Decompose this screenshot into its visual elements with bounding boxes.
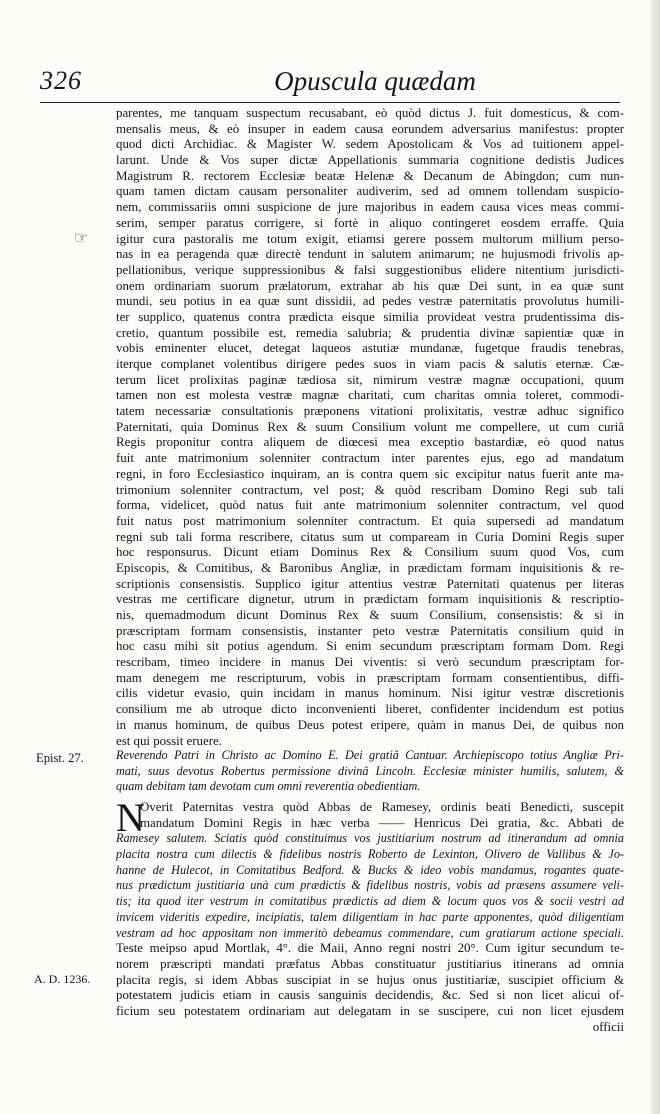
address-line: quam debitam tam devotam cum omni reverentia obedientiam. bbox=[116, 779, 421, 794]
text-line: mam denegem me rescripturum, vobis in præscriptam formam consentientibus, diffi- bbox=[116, 670, 624, 685]
page-header bbox=[40, 66, 620, 102]
letter-text bbox=[116, 795, 624, 1035]
text-line: parentes, me tanquam suspectum recusabant, eò quòd dictus J. fuit domesticus, & com- bbox=[116, 106, 624, 120]
text-line: rescribam, timeo incidere in manus Dei viventis: si verò secundum præscriptam for- bbox=[116, 655, 624, 670]
text-line: larunt. Unde & Vos super dictæ Appellationis summaria cognitione dedistis Judices bbox=[116, 153, 624, 168]
text-line: fuit natus post matrimonium solenniter contractum. Et quia supersedi ad mandatum bbox=[116, 513, 624, 528]
text-line: cretio, quantum possibile est, remedia salubria; & prudentia divinæ sapientiæ quæ in bbox=[116, 325, 624, 340]
text-line: quod dicti Archidiac. & Magister W. sedem Apostolicam & Vos ad tuitionem appel- bbox=[116, 137, 624, 152]
text-line: pellationibus, verique suppressionibus & falsi suggestionibus elidere nitentium jurisdicti- bbox=[116, 262, 624, 277]
letter-address bbox=[116, 748, 624, 795]
text-line: nus prædictum justitiaria unà cum prædictis & fidelibus nostris, vobis ad præsens assumere veli- bbox=[116, 878, 624, 893]
text-line: Regis proponitur contra aliquem de diœcesi mea exceptio bastardiæ, eò quod natus bbox=[116, 435, 624, 450]
text-line: Episcopis, & Comitibus, & Baronibus Angliæ, in prædictam formam inquisitionis & re- bbox=[116, 560, 624, 575]
text-line: regni sub tali forma rescribere, citatus sum ut compaream in Curia Domini Regis super bbox=[116, 529, 624, 544]
text-line: forma, videlicet, quòd natus fuit ante matrimonium solenniter contractum, vel quod bbox=[116, 498, 624, 513]
text-line: nis, quemadmodum dicunt Dominus Rex & suum Consilium, consensistis: & si in bbox=[116, 608, 624, 622]
text-line: Teste meipso apud Mortlak, 4°. die Maii, Anno regni nostri 20°. Cum igitur secundum te- bbox=[116, 941, 624, 956]
text-line: ficium seu potestatem ordinariam aut delegatam in se suscipere, cui non licet ejusdem bbox=[116, 1003, 624, 1018]
text-line: quam tamen dictam causam personaliter audiverim, sed ad omnem tollendam suspicio- bbox=[116, 184, 624, 199]
text-line: terum licet prolixitas paginæ tædiosa sit, nimirum vestræ magnæ occupationi, quum bbox=[116, 372, 624, 387]
text-line: onem ordinariam suorum prælatorum, extrahar ab his quæ Dei sunt, in ea quæ sunt bbox=[116, 278, 624, 293]
text-line: tis; ita quod iter vestrum in comitatibus prædictis ad diem & locum quos vos & socii vestri ad bbox=[116, 894, 624, 909]
text-line: præscriptam formam consensistis, instanter peto vestræ Paternitatis consilium quid in bbox=[116, 623, 624, 638]
text-line: est qui possit eruere. bbox=[116, 733, 222, 748]
text-line: mundi, seu potius in ea quæ sunt dissidii, ad pedes vestræ paternitatis provolutus humili- bbox=[116, 294, 624, 309]
text-line: trimonium solenniter contractum, vel post; & quòd rescribam Domino Regi sub tali bbox=[116, 482, 624, 497]
text-line: tamen non est molesta vestræ magnæ charitati, cum charitas omnia toleret, commodi- bbox=[116, 388, 624, 403]
text-line: Overit Paternitas vestra quòd Abbas de Ramesey, ordinis beati Benedicti, suscepit bbox=[140, 800, 624, 814]
text-line: serim, semper paratus corrigere, si fortè in aliquo contingeret eosdem erraffe. Quia bbox=[116, 215, 624, 230]
address-line: mati, suus devotus Robertus permissione divinâ Lincoln. Ecclesiæ minister humilis, salutem, & bbox=[116, 763, 624, 778]
text-line: scriptionis consensistis. Supplico igitur attentius vestræ Paternitati quatenus per literas bbox=[116, 576, 624, 591]
text-line: hanne de Hulecot, in Comitatibus Bedford. & Bucks & ideo vobis mandamus, rogantes quate- bbox=[116, 862, 624, 877]
text-line: norem præscripti mandati præfatus Abbas constituatur justitiarius itinerans ad omnia bbox=[116, 956, 624, 971]
text-line: vestram ad hoc appositam non immeritò debeamus commendare, cum gratiarum actione speciali. bbox=[116, 925, 624, 940]
drop-cap: N bbox=[116, 795, 145, 840]
address-line: Reverendo Patri in Christo ac Domino E. Dei gratiâ Cantuar. Archiepiscopo totius Angliæ Pri- bbox=[116, 748, 624, 762]
text-line: iterque complanet volentibus dirigere pedes suos in viam pacis & salutis eternæ. Cæ- bbox=[116, 357, 624, 371]
text-line: consilium me ab utroque dicto inconvenienti liberet, confidenter incidendum est potius bbox=[116, 702, 624, 717]
page-edge bbox=[650, 0, 660, 1114]
text-line: Ramesey salutem. Sciatis quòd constituimus vos justitiarium nostrum ad itinerandum ad omnia bbox=[116, 831, 624, 846]
text-line: cilis videtur evasio, quin incidam in manus hominum. Nisi igitur vestræ discretionis bbox=[116, 686, 624, 701]
text-line: Paternitati, quia Dominus Rex & suum Consilium volunt me compellere, ut cum curiâ bbox=[116, 419, 624, 434]
text-line: placita regis, si idem Abbas suscipiat in se hujus onus justitiariæ, suscipiet officium & bbox=[116, 972, 624, 987]
text-line: mensalis meus, & eò insuper in eadem causa eorundem adversarius manifestus: propter bbox=[116, 121, 624, 136]
text-line: potestatem judicis etiam in causis sanguinis decidendis, &c. Sed si non licet alicui of- bbox=[116, 988, 624, 1003]
text-line: in manus hominum, de quibus Deus potest eripere, quàm in manus Dei, de quibus non bbox=[116, 717, 624, 732]
text-line: hoc casu mihi sit potius agendum. Si enim secundum præscriptam formam Dom. Regi bbox=[116, 639, 624, 654]
text-line: hoc responsurus. Dicunt etiam Dominus Rex & Consilium suum quod Vos, cum bbox=[116, 545, 624, 560]
pointing-hand-icon: ☞ bbox=[74, 230, 89, 247]
text-line: tatem necessariæ consultationis præponens vitationi prolixitatis, vestræ adhuc significo bbox=[116, 404, 624, 419]
running-title: Opuscula quædam bbox=[274, 66, 476, 96]
text-line: placita nostra cum dilectis & fidelibus nostris Roberto de Lexinton, Olivero de Vallibus & Jo- bbox=[116, 847, 624, 862]
text-line: ter supplico, quatenus contra prædicta eisque similia provideat vestra prudentissima dis- bbox=[116, 309, 624, 324]
text-line: nem, commissariis omni suspicione de jure majoribus in eadem causa vices meas commi- bbox=[116, 200, 624, 215]
page-number: 326 bbox=[40, 66, 82, 95]
text-line: vobis eminenter elucet, detegat laqueos astutiæ mundanæ, fugetque fraudis tenebras, bbox=[116, 341, 624, 356]
text-line: regni, in foro Ecclesiastico inquiram, an is contra quem sic excipitur natus fuerit ante ma- bbox=[116, 466, 624, 481]
text-line: igitur cura pastoralis me totum exigit, etiamsi gerere possem multorum millium perso- bbox=[116, 231, 624, 246]
text-line: vestras me certificare dignetur, utrum in prædictam formam inquisitionis & rescriptio- bbox=[116, 592, 624, 607]
text-line: fuit ante matrimonium solenniter contractum inter parentes ejus, ego ad mandatum bbox=[116, 451, 624, 466]
main-text bbox=[116, 106, 624, 749]
text-line: mandatum Domini Regis in hæc verba —— Henricus Dei gratia, &c. Abbati de bbox=[140, 815, 624, 830]
epistle-number: Epist. 27. bbox=[36, 751, 84, 765]
text-line: invicem videritis expedire, incipiatis, talem diligentiam in hac parte apponentes, quòd diligentiam bbox=[116, 909, 624, 924]
margin-date: A. D. 1236. bbox=[34, 972, 91, 986]
header-rule bbox=[40, 102, 620, 103]
text-line: Magistrum R. rectorem Ecclesiæ beatæ Helenæ & Decanum de Abingdon; cum nun- bbox=[116, 168, 624, 183]
text-line: nas in ea peragenda quæ directè tendunt in salutem animarum; ne hujusmodi frivolis ap- bbox=[116, 247, 624, 262]
catchword: officii bbox=[592, 1019, 624, 1034]
